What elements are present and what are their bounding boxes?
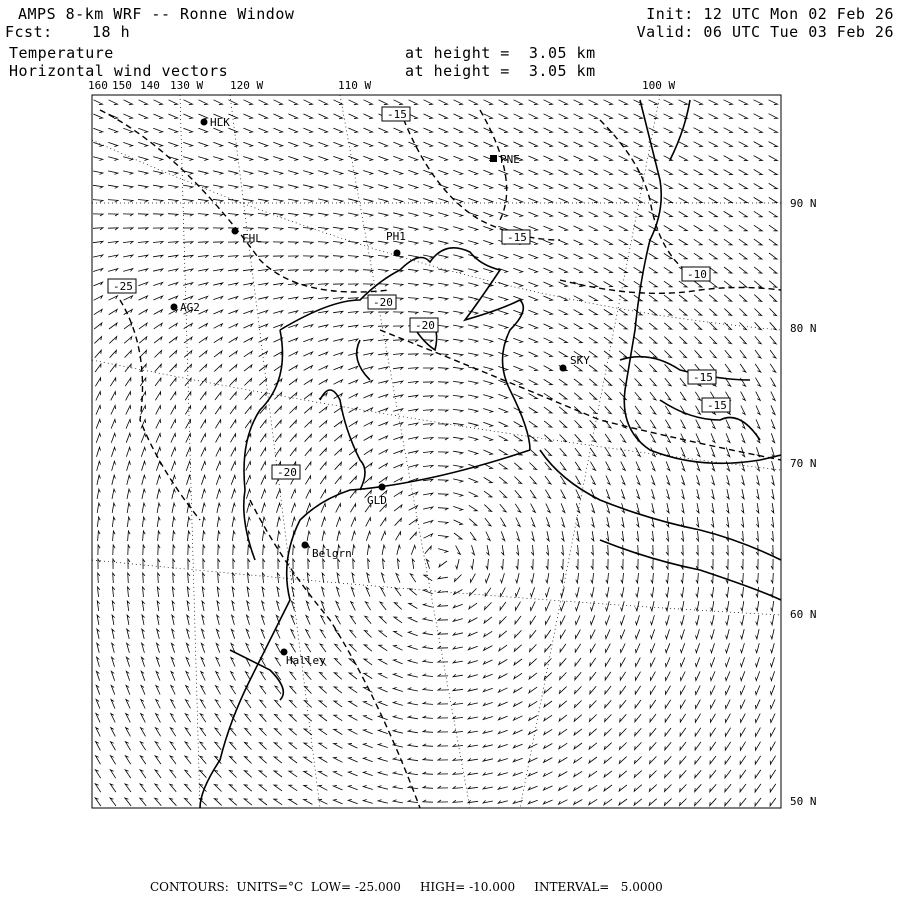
contour-label — [702, 398, 730, 412]
lon-label: 100 W — [642, 79, 676, 92]
svg-text:-15: -15 — [693, 371, 713, 384]
svg-text:-15: -15 — [387, 108, 407, 121]
svg-text:-10: -10 — [687, 268, 707, 281]
station-label-gld: GLD — [367, 494, 387, 507]
svg-text:-20: -20 — [373, 296, 393, 309]
station-label-belgrn: Belgrn — [312, 547, 352, 560]
station-label-ag2: AG2 — [180, 301, 200, 314]
field-wind: Horizontal wind vectors — [9, 62, 229, 80]
lon-label: 140 — [140, 79, 160, 92]
height-wind: at height = 3.05 km — [405, 62, 596, 80]
map-frame — [92, 95, 781, 808]
forecast-label: Fcst: — [5, 23, 53, 41]
lon-label: 160 — [88, 79, 108, 92]
station-label-pne: PNE — [500, 153, 520, 166]
lat-label: 80 N — [790, 322, 817, 335]
contour-label — [108, 279, 136, 293]
contour-label — [502, 230, 530, 244]
lon-label: 110 W — [338, 79, 372, 92]
graticule — [92, 95, 781, 808]
station-label-ph1: PH1 — [386, 230, 406, 243]
init-time: Init: 12 UTC Mon 02 Feb 26 — [646, 5, 894, 23]
wind-vectors — [93, 100, 778, 806]
lon-label: 120 W — [230, 79, 264, 92]
lat-label: 70 N — [790, 457, 817, 470]
station-label-hlk: HLK — [210, 116, 230, 129]
contour-label — [272, 465, 300, 479]
forecast-hour: 18 h — [92, 23, 131, 41]
svg-text:-20: -20 — [277, 466, 297, 479]
svg-text:-15: -15 — [507, 231, 527, 244]
station-label-fhl: FHL — [242, 232, 262, 245]
height-temperature: at height = 3.05 km — [405, 44, 596, 62]
svg-text:-15: -15 — [707, 399, 727, 412]
contour-label — [410, 318, 438, 332]
wind-vector-field — [93, 100, 778, 806]
valid-time: Valid: 06 UTC Tue 03 Feb 26 — [636, 23, 894, 41]
contour-info-footer: CONTOURS: UNITS=°C LOW= -25.000 HIGH= -10.000 INTERVAL= 5.0000 — [150, 880, 663, 894]
contour-label — [368, 295, 396, 309]
lat-label: 50 N — [790, 795, 817, 808]
field-temperature: Temperature — [9, 44, 114, 62]
lat-label: 60 N — [790, 608, 817, 621]
lat-label: 90 N — [790, 197, 817, 210]
contour-label — [682, 267, 710, 281]
svg-text:-20: -20 — [415, 319, 435, 332]
station-label-halley: Halley — [286, 654, 326, 667]
lon-label: 130 W — [170, 79, 204, 92]
svg-text:-25: -25 — [113, 280, 133, 293]
contour-label — [688, 370, 716, 384]
station-label-sky: SKY — [570, 354, 590, 367]
plot-title: AMPS 8-km WRF -- Ronne Window — [18, 5, 295, 23]
contour-label — [382, 107, 410, 121]
lon-label: 150 — [112, 79, 132, 92]
